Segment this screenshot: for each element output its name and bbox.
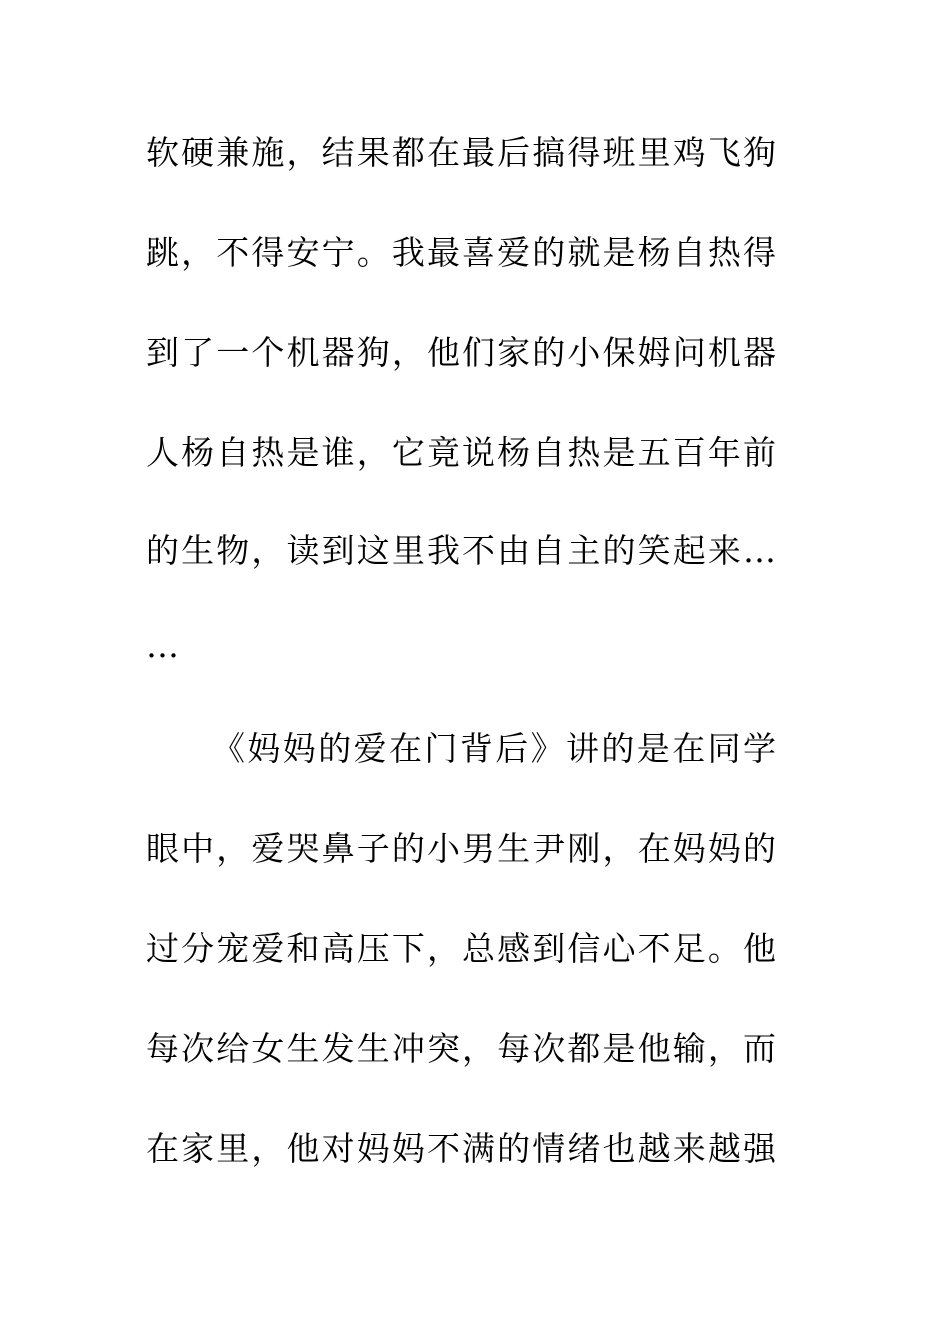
text-line: 每次给女生发生冲突，每次都是他输，而 <box>146 1029 776 1068</box>
text-line: 眼中，爱哭鼻子的小男生尹刚，在妈妈的 <box>146 829 776 868</box>
text-line: 过分宠爱和高压下，总感到信心不足。他 <box>146 929 776 968</box>
text-line: 到了一个机器狗，他们家的小保姆问机器 <box>146 333 776 372</box>
text-line: 《妈妈的爱在门背后》讲的是在同学 <box>212 729 776 768</box>
text-line: 软硬兼施，结果都在最后搞得班里鸡飞狗 <box>146 133 776 172</box>
text-line: 在家里，他对妈妈不满的情绪也越来越强 <box>146 1129 776 1168</box>
text-line: 的生物，读到这里我不由自主的笑起来… <box>146 531 776 570</box>
text-line: 人杨自热是谁，它竟说杨自热是五百年前 <box>146 433 776 472</box>
text-line: 跳，不得安宁。我最喜爱的就是杨自热得 <box>146 233 776 272</box>
text-line: … <box>146 626 179 665</box>
